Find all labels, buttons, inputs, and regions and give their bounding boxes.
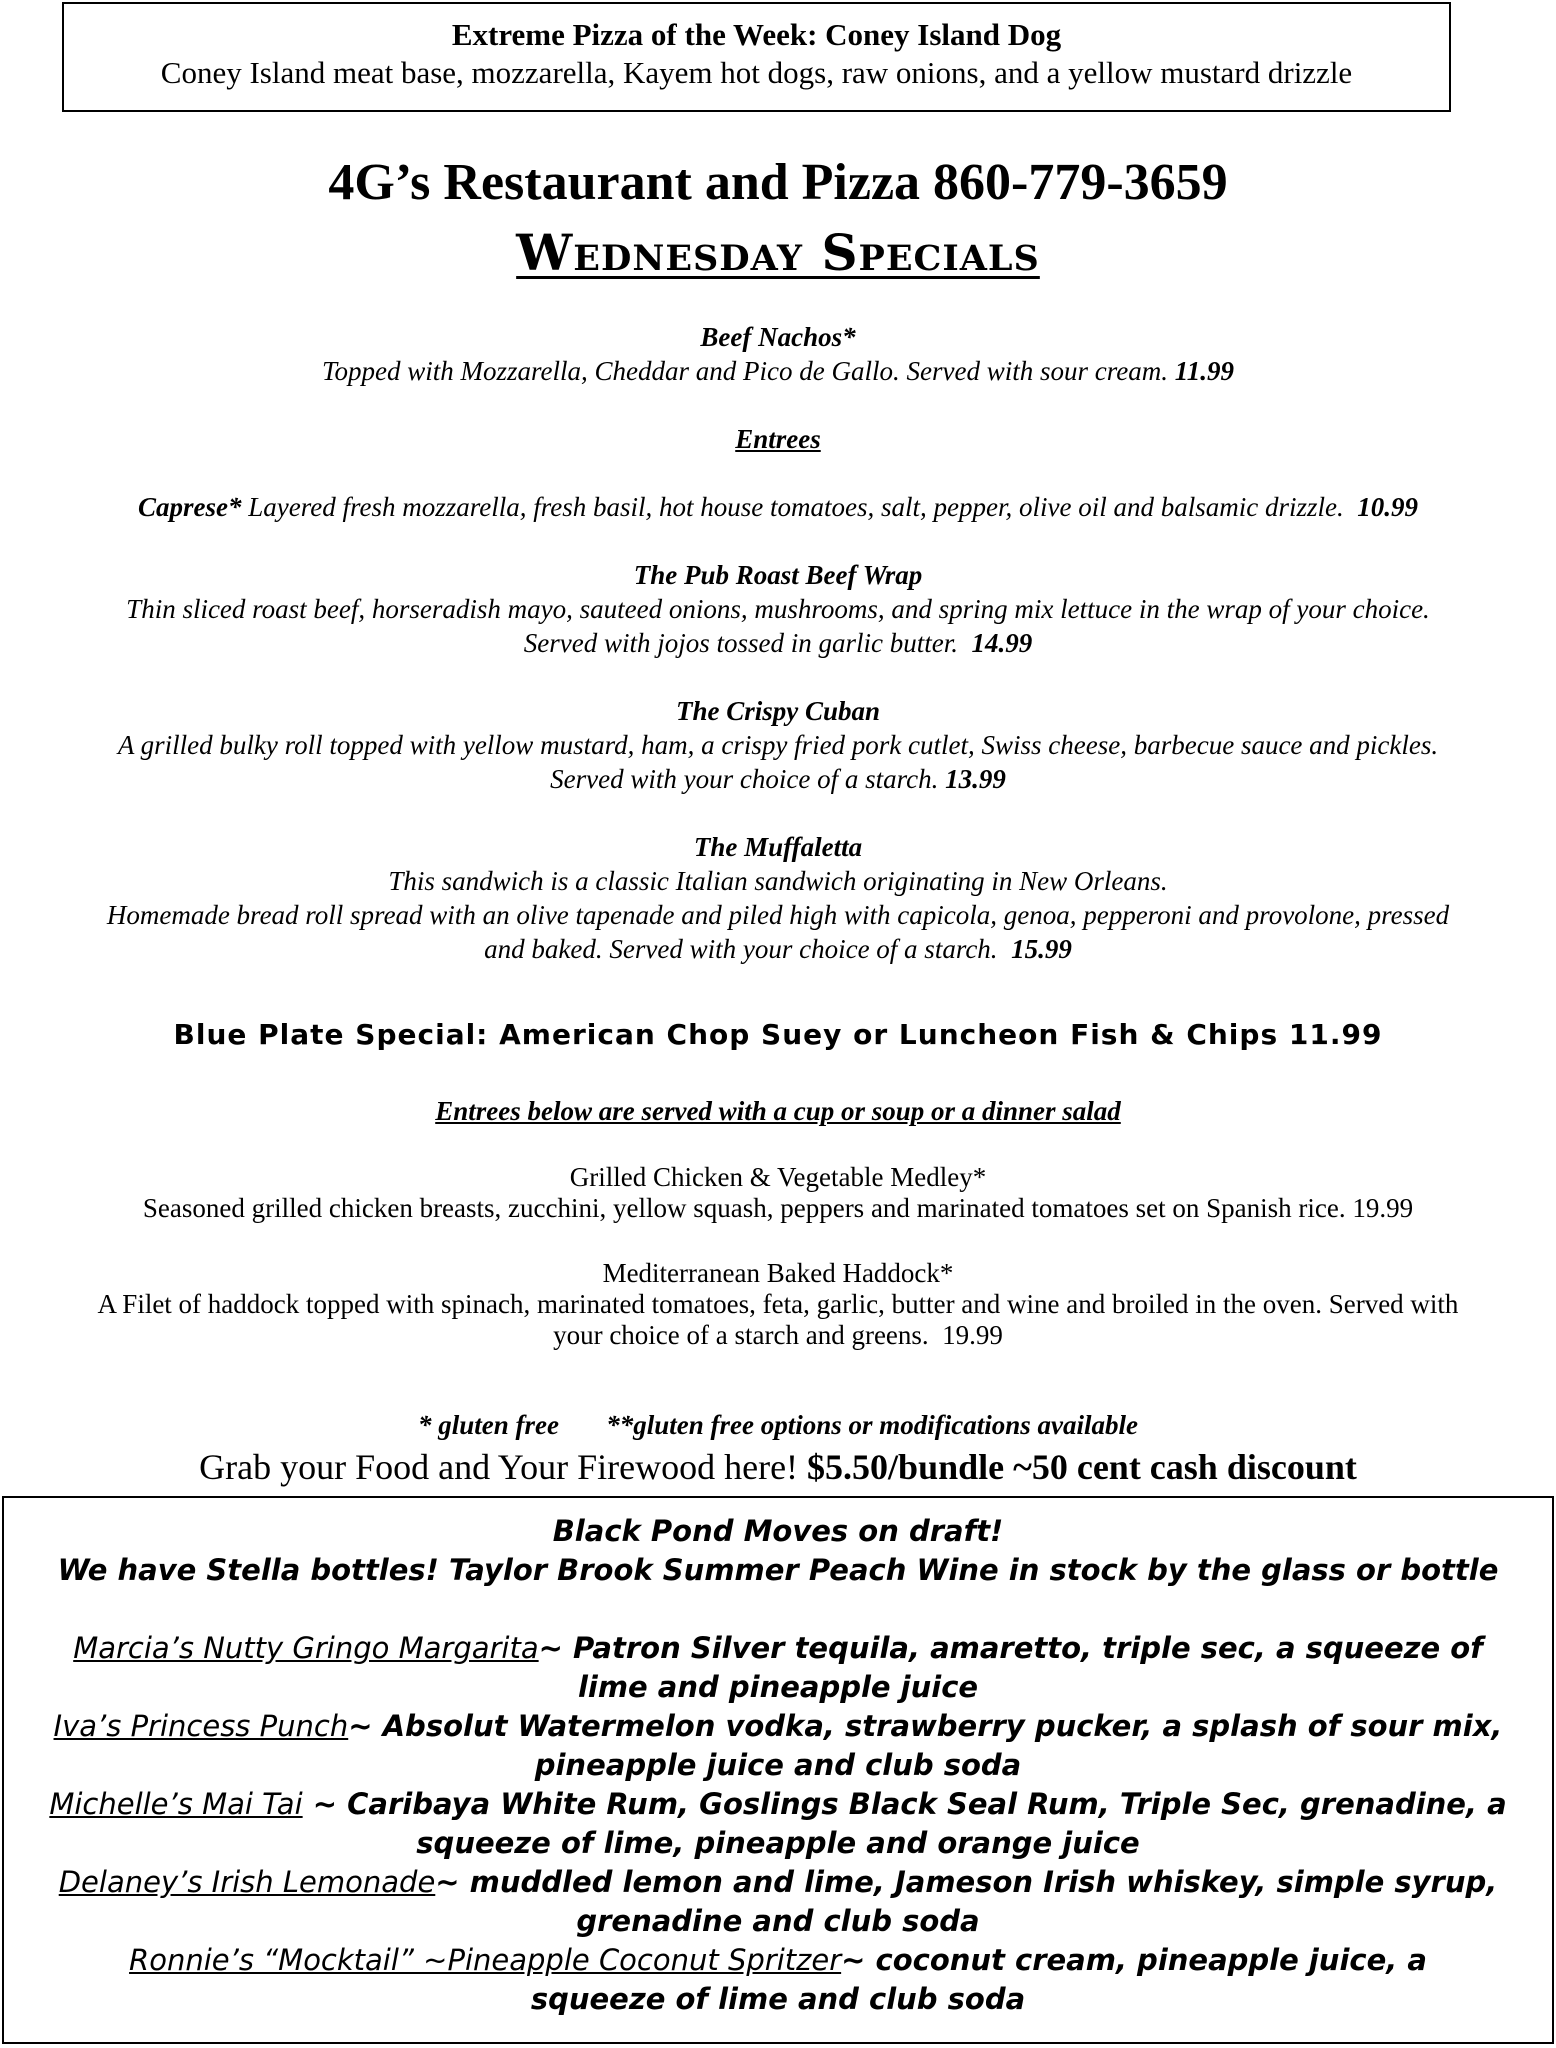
gluten-free-options-note: **gluten free options or modifications available xyxy=(606,1410,1138,1440)
cocktail-item-cont: grenadine and club soda xyxy=(576,1904,980,1938)
cocktail-item-cont: pineapple juice and club soda xyxy=(534,1748,1022,1782)
item-name-grilled-chicken: Grilled Chicken & Vegetable Medley* xyxy=(569,1162,987,1192)
bottles-note: We have Stella bottles! Taylor Brook Summer Peach Wine in stock by the glass or bottle xyxy=(57,1553,1499,1587)
firewood-price: $5.50/bundle ~50 cent cash discount xyxy=(807,1447,1357,1487)
item-description-line: A Filet of haddock topped with spinach, marinated tomatoes, feta, garlic, butter and wine and broiled in the oven. Served with xyxy=(97,1289,1459,1319)
entrees-below-heading: Entrees below are served with a cup or soup or a dinner salad xyxy=(435,1096,1121,1126)
item-description-line: and baked. Served with your choice of a starch. 15.99 xyxy=(484,934,1072,964)
item-name-baked-haddock: Mediterranean Baked Haddock* xyxy=(602,1258,954,1288)
item-description-line: This sandwich is a classic Italian sandwich originating in New Orleans. xyxy=(388,866,1168,896)
cocktail-name: Michelle’s Mai Tai xyxy=(49,1787,303,1821)
menu-section xyxy=(0,320,1556,966)
cocktail-item: Iva’s Princess Punch~ Absolut Watermelon vodka, strawberry pucker, a splash of sour mix, xyxy=(53,1709,1503,1743)
title-block xyxy=(0,150,1556,284)
restaurant-name-phone: 4G’s Restaurant and Pizza 860-779-3659 xyxy=(328,154,1228,211)
gluten-free-footnotes xyxy=(0,1410,1556,1441)
pizza-of-the-week-headline: Extreme Pizza of the Week: Coney Island Dog xyxy=(451,17,1062,52)
gluten-free-note: * gluten free xyxy=(418,1410,559,1440)
item-description-line: Served with your choice of a starch. 13.99 xyxy=(550,764,1006,794)
pizza-of-the-week-description: Coney Island meat base, mozzarella, Kayem hot dogs, raw onions, and a yellow mustard drizzle xyxy=(160,55,1353,90)
cocktail-name: Iva’s Princess Punch xyxy=(53,1709,349,1743)
item-description-line: Homemade bread roll spread with an olive tapenade and piled high with capicola, genoa, pepperoni and provolone, pressed xyxy=(106,900,1450,930)
item-price: 11.99 xyxy=(1174,356,1234,386)
cocktail-item-cont: squeeze of lime, pineapple and orange juice xyxy=(416,1826,1140,1860)
item-name-crispy-cuban: The Crispy Cuban xyxy=(675,696,881,726)
cocktail-name: Delaney’s Irish Lemonade xyxy=(58,1865,436,1899)
cocktail-item: Ronnie’s “Mocktail” ~Pineapple Coconut Spritzer~ coconut cream, pineapple juice, a xyxy=(129,1943,1427,1977)
cocktail-item: Michelle’s Mai Tai ~ Caribaya White Rum, Goslings Black Seal Rum, Triple Sec, grenadine, a xyxy=(49,1787,1507,1821)
cocktail-item-cont: lime and pineapple juice xyxy=(577,1670,979,1704)
item-description-line: Seasoned grilled chicken breasts, zucchini, yellow squash, peppers and marinated tomatoes set on Spanish rice. 19.99 xyxy=(142,1193,1414,1223)
cocktail-name: Ronnie’s “Mocktail” ~Pineapple Coconut Spritzer xyxy=(129,1943,842,1977)
item-description-line: Thin sliced roast beef, horseradish mayo, sauteed onions, mushrooms, and spring mix lettuce in the wrap of your choice. xyxy=(126,594,1430,624)
cocktail-item-cont: squeeze of lime and club soda xyxy=(530,1982,1026,2016)
cocktail-item: Marcia’s Nutty Gringo Margarita~ Patron Silver tequila, amaretto, triple sec, a squeeze of xyxy=(73,1631,1483,1665)
item-description-line: A grilled bulky roll topped with yellow mustard, ham, a crispy fried pork cutlet, Swiss cheese, barbecue sauce and pickles. xyxy=(117,730,1439,760)
item-caprese: Caprese* Layered fresh mozzarella, fresh basil, hot house tomatoes, salt, pepper, olive oil and balsamic drizzle. 10.99 xyxy=(138,492,1418,522)
item-name-beef-nachos: Beef Nachos* xyxy=(700,322,856,352)
item-price: 19.99 xyxy=(942,1320,1003,1350)
cocktail-item: Delaney’s Irish Lemonade~ muddled lemon and lime, Jameson Irish whiskey, simple syrup, xyxy=(58,1865,1498,1899)
draft-note: Black Pond Moves on draft! xyxy=(552,1514,1004,1548)
blue-plate-special: Blue Plate Special: American Chop Suey or Luncheon Fish & Chips 11.99 xyxy=(173,1018,1383,1051)
item-price: 10.99 xyxy=(1357,492,1418,522)
cocktail-name: Marcia’s Nutty Gringo Margarita xyxy=(73,1631,539,1665)
entrees-with-side-section xyxy=(0,1094,1556,1351)
item-name-caprese: Caprese* xyxy=(138,492,242,522)
firewood-line xyxy=(0,1446,1556,1488)
pizza-of-the-week-box xyxy=(62,2,1451,112)
item-description-beef-nachos: Topped with Mozzarella, Cheddar and Pico de Gallo. Served with sour cream. 11.99 xyxy=(322,356,1234,386)
item-name-roast-beef-wrap: The Pub Roast Beef Wrap xyxy=(633,560,923,590)
item-price: 13.99 xyxy=(945,764,1006,794)
entrees-heading: Entrees xyxy=(735,424,821,454)
item-description-line: your choice of a starch and greens. 19.99 xyxy=(553,1320,1003,1350)
item-description-line: Served with jojos tossed in garlic butter. 14.99 xyxy=(523,628,1033,658)
firewood-text: Grab your Food and Your Firewood here! xyxy=(199,1447,799,1487)
specials-title: Wednesday Specials xyxy=(516,223,1040,282)
item-name-muffaletta: The Muffaletta xyxy=(693,832,863,862)
item-price: 19.99 xyxy=(1352,1193,1414,1223)
item-price: 14.99 xyxy=(971,628,1033,658)
item-price: 15.99 xyxy=(1011,934,1072,964)
drinks-box xyxy=(2,1496,1554,2044)
